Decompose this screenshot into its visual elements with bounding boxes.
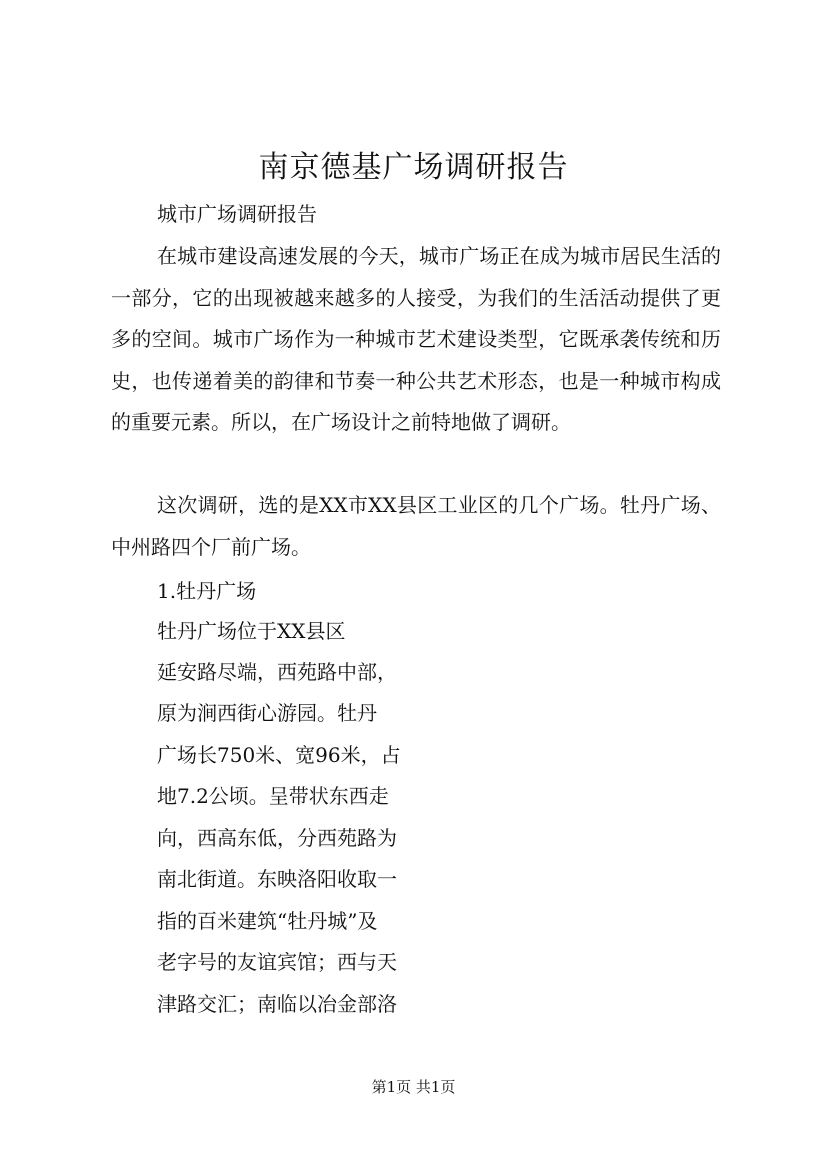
text-line: 广场长750米、宽96米，占: [157, 743, 401, 767]
paragraph-survey-scope: 这次调研，选的是XX市XX县区工业区的几个广场。牡丹广场、中州路四个厂前广场。: [111, 493, 721, 559]
paragraph-intro: 在城市建设高速发展的今天，城市广场正在成为城市居民生活的一部分，它的出现被越来越多的人接受，为我们的生活活动提供了更多的空间。城市广场作为一种城市艺术建设类型，它既承袭传统和历史，也传递着美的韵律和节奏一种公共艺术形态，也是一种城市构成的重要元素。所以，在广场设计之前特地做了调研。: [111, 244, 721, 434]
document-subtitle: 城市广场调研报告: [157, 202, 317, 226]
text-line: 老字号的友谊宾馆；西与天: [157, 950, 397, 974]
text-line: 牡丹广场位于XX县区: [157, 619, 346, 643]
text-line: 原为涧西街心游园。牡丹: [157, 701, 377, 725]
page-footer: 第1页 共1页: [371, 1078, 456, 1096]
text-line: 地7.2公顷。呈带状东西走: [157, 784, 389, 808]
document-title: 南京德基广场调研报告: [258, 150, 569, 185]
text-line: 指的百米建筑“牡丹城”及: [157, 909, 378, 933]
section-heading: 1.牡丹广场: [157, 579, 257, 603]
text-line: 延安路尽端，西苑路中部，: [157, 660, 397, 684]
text-line: 津路交汇；南临以冶金部洛: [157, 992, 397, 1016]
text-line: 南北街道。东映洛阳收取一: [157, 867, 397, 891]
text-line: 向，西高东低，分西苑路为: [157, 826, 397, 850]
